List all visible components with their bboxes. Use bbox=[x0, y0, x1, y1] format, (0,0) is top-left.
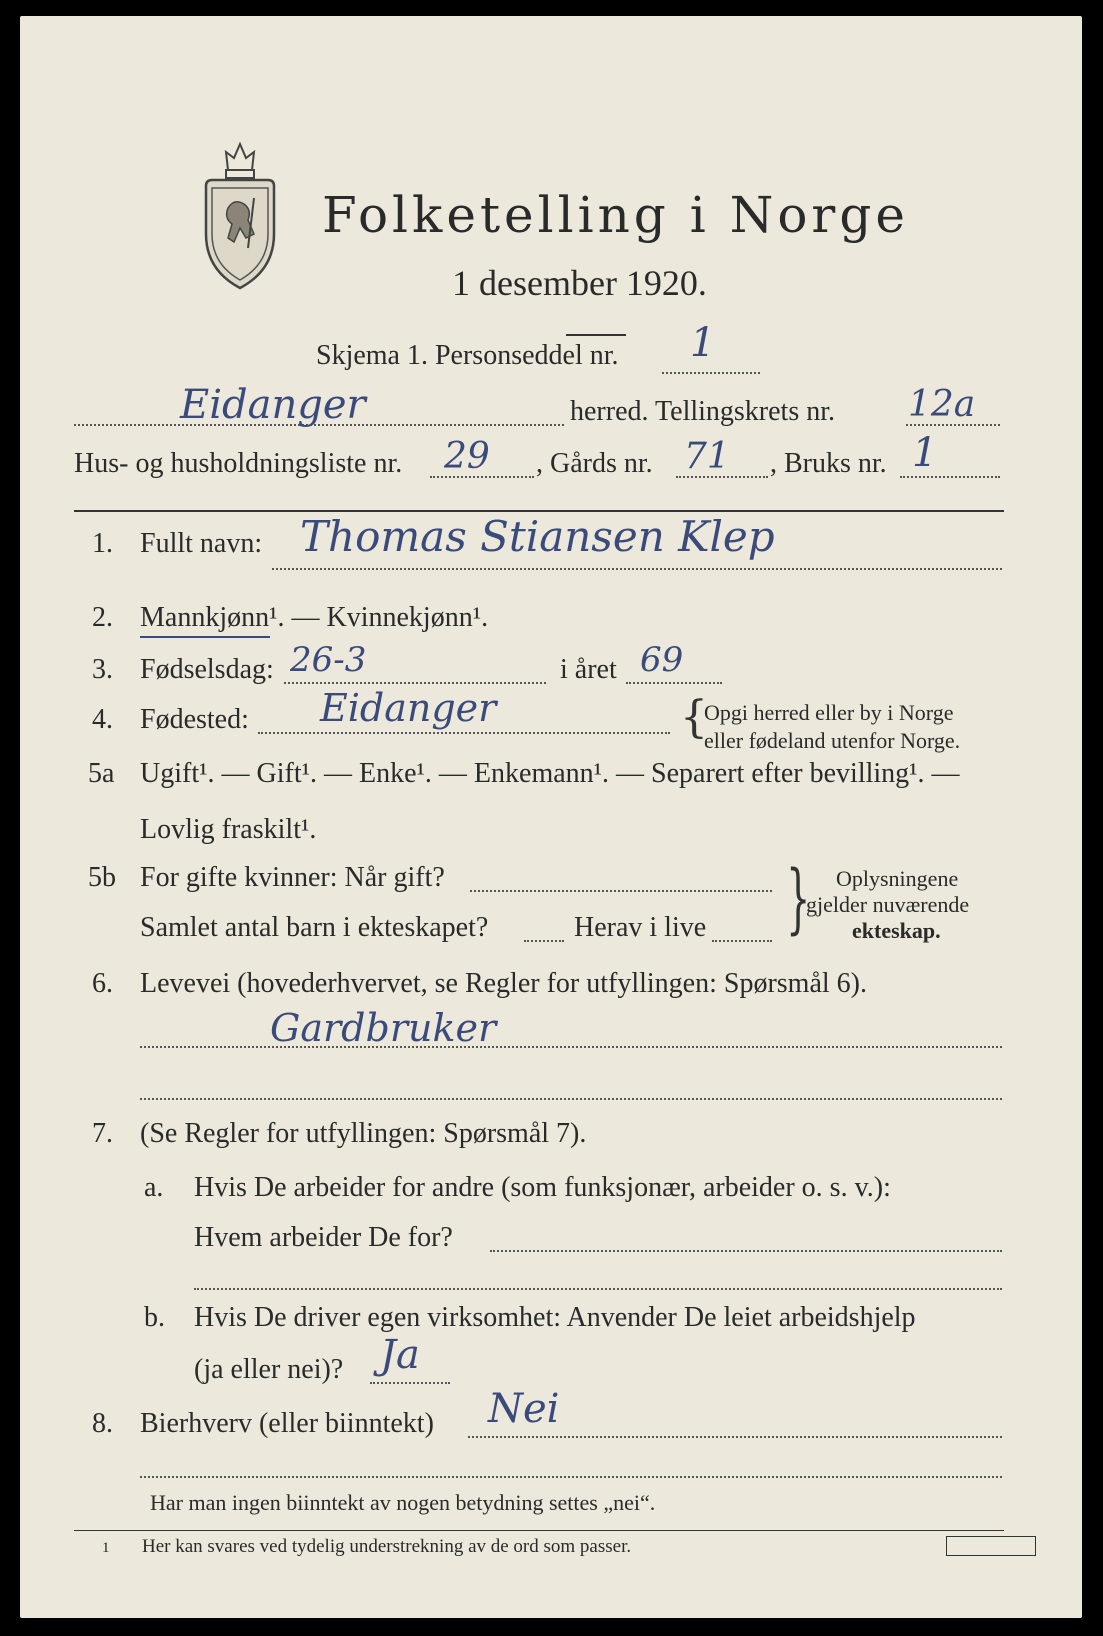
bruks-label: , Bruks nr. bbox=[770, 448, 887, 479]
q6-line-1 bbox=[140, 1046, 1002, 1048]
q5a-number: 5a bbox=[88, 758, 115, 789]
q7a-line-2 bbox=[194, 1288, 1002, 1290]
q8-number: 8. bbox=[92, 1408, 113, 1439]
hus-label: Hus- og husholdningsliste nr. bbox=[74, 448, 403, 479]
q3-year-line bbox=[626, 682, 722, 684]
footnote-mark: 1 bbox=[102, 1540, 110, 1556]
q3-line bbox=[284, 682, 546, 684]
q1-line bbox=[272, 568, 1002, 570]
q3-year-value: 69 bbox=[640, 640, 684, 680]
census-date: 1 desember 1920. bbox=[452, 263, 707, 303]
q5a-label-2: Lovlig fraskilt¹. bbox=[140, 814, 317, 845]
q7b-label: Hvis De driver egen virksomhet: Anvender De leiet arbeidshjelp bbox=[194, 1302, 916, 1333]
q1-value: Thomas Stiansen Klep bbox=[300, 512, 775, 561]
q3-year-label: i året bbox=[560, 654, 617, 685]
q7-label: (Se Regler for utfyllingen: Spørsmål 7). bbox=[140, 1118, 587, 1149]
form-number-value: 1 bbox=[690, 320, 716, 366]
q5b-number: 5b bbox=[88, 862, 116, 893]
q5b-brace: } bbox=[786, 853, 811, 942]
q4-brace: { bbox=[680, 692, 708, 743]
q5b-label-3: Herav i live bbox=[574, 912, 707, 943]
q7b-line bbox=[370, 1382, 450, 1384]
q2-underline bbox=[140, 636, 270, 638]
q6-number: 6. bbox=[92, 968, 113, 999]
q6-label: Levevei (hovederhvervet, se Regler for utfyllingen: Spørsmål 6). bbox=[140, 968, 867, 999]
q3-label: Fødselsdag: bbox=[140, 654, 274, 685]
q4-value: Eidanger bbox=[320, 686, 497, 730]
q3-value: 26-3 bbox=[290, 640, 367, 680]
herred-value: Eidanger bbox=[180, 382, 366, 428]
q3-number: 3. bbox=[92, 654, 113, 685]
krets-value: 12a bbox=[908, 384, 976, 425]
q5b-line-3 bbox=[712, 940, 772, 942]
footnote-text: Her kan svares ved tydelig understrekning av de ord som passer. bbox=[142, 1536, 632, 1557]
gards-value: 71 bbox=[684, 436, 730, 477]
form-label: Skjema 1. Personseddel nr. bbox=[316, 340, 619, 371]
q7a-line-1 bbox=[490, 1250, 1002, 1252]
q5b-note-3: ekteskap. bbox=[852, 918, 941, 943]
q4-number: 4. bbox=[92, 704, 113, 735]
q7b-value: Ja bbox=[380, 1332, 420, 1378]
q5b-line-1 bbox=[470, 890, 772, 892]
footer-note: Har man ingen biinntekt av nogen betydning settes „nei“. bbox=[150, 1490, 656, 1515]
q5b-note-1: Oplysningene bbox=[836, 866, 959, 891]
bruks-value: 1 bbox=[912, 430, 938, 476]
q5a-label: Ugift¹. — Gift¹. — Enke¹. — Enkemann¹. — Separert efter bevilling¹. — bbox=[140, 758, 960, 789]
gards-label: , Gårds nr. bbox=[536, 448, 653, 479]
q2-number: 2. bbox=[92, 602, 113, 633]
bruks-line bbox=[900, 476, 1000, 478]
q8-value: Nei bbox=[488, 1386, 560, 1432]
q4-note-1: Opgi herred eller by i Norge bbox=[704, 700, 954, 725]
q7b-letter: b. bbox=[144, 1302, 165, 1333]
q7b-label-2: (ja eller nei)? bbox=[194, 1354, 344, 1385]
q5b-note-2: gjelder nuværende bbox=[806, 892, 970, 917]
q4-note-2: eller fødeland utenfor Norge. bbox=[704, 728, 961, 753]
q7-number: 7. bbox=[92, 1118, 113, 1149]
q6-line-2 bbox=[140, 1098, 1002, 1100]
footer-rule bbox=[74, 1530, 1004, 1531]
q7a-label-2: Hvem arbeider De for? bbox=[194, 1222, 453, 1253]
q1-label: Fullt navn: bbox=[140, 528, 263, 559]
q8-line-2 bbox=[140, 1476, 1002, 1478]
q8-line-1 bbox=[468, 1436, 1002, 1438]
coat-of-arms-icon bbox=[198, 138, 282, 290]
q6-value: Gardbruker bbox=[270, 1006, 497, 1050]
q5b-label-2: Samlet antal barn i ekteskapet? bbox=[140, 912, 489, 943]
title-divider bbox=[566, 334, 626, 336]
form-number-line bbox=[662, 372, 760, 374]
q7a-label: Hvis De arbeider for andre (som funksjonær, arbeider o. s. v.): bbox=[194, 1172, 891, 1203]
q5b-line-2 bbox=[524, 940, 564, 942]
herred-label: herred. Tellingskrets nr. bbox=[570, 396, 836, 427]
q1-number: 1. bbox=[92, 528, 113, 559]
printer-stamp bbox=[946, 1536, 1036, 1556]
q5b-label: For gifte kvinner: Når gift? bbox=[140, 862, 445, 893]
q4-line bbox=[258, 732, 670, 734]
q8-label: Bierhverv (eller biinntekt) bbox=[140, 1408, 434, 1439]
q7a-letter: a. bbox=[144, 1172, 164, 1203]
form-title: Folketelling i Norge bbox=[322, 186, 909, 244]
q2-label: Mannkjønn¹. — Kvinnekjønn¹. bbox=[140, 602, 489, 633]
q4-label: Fødested: bbox=[140, 704, 249, 735]
hus-value: 29 bbox=[444, 436, 490, 477]
